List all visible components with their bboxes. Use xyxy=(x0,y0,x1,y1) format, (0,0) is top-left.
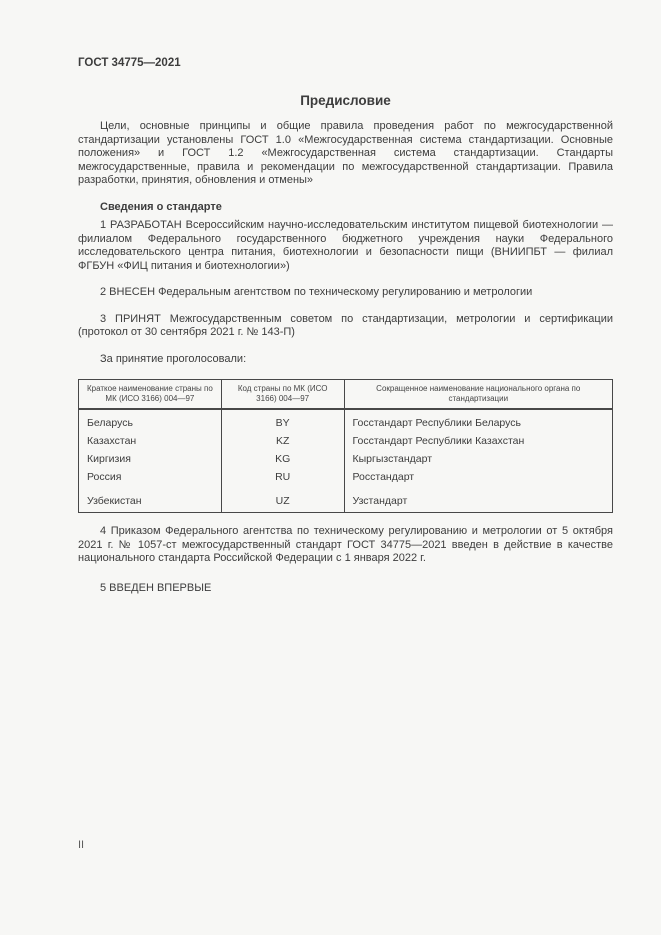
foreword-item-2: 2 ВНЕСЕН Федеральным агентством по техническому регулированию и метрологии xyxy=(100,286,533,298)
foreword-item-4: 4 Приказом Федерального агентства по техническому регулированию и метрологии от 5 октября 2021 г. № 1057-ст межгосударственный стандарт ГОСТ 34775—2021 введен в действие в качестве национального стандарта Российской Федерации с 1 января 2022 г. xyxy=(78,525,613,564)
cell-country: Киргизия xyxy=(79,450,222,468)
vote-table xyxy=(78,379,613,513)
vote-table-header-country: Краткое наименование страны по МК (ИСО 3166) 004—97 xyxy=(79,380,222,410)
cell-org: Госстандарт Республики Беларусь xyxy=(344,409,612,432)
vote-line: За принятие проголосовали: xyxy=(100,352,247,365)
foreword-intro: Цели, основные принципы и общие правила проведения работ по межгосударственной стандартизации установлены ГОСТ 1.0 «Межгосударственная система стандартизации. Основные положения» и ГОСТ 1.2 «Межгосударственная система стандартизации. Стандарты межгосударственные, правила и рекомендации по межгосударственной стандартизации. Правила разработки, принятия, обновления и отмены» xyxy=(78,120,613,186)
foreword-item-5: 5 ВВЕДЕН ВПЕРВЫЕ xyxy=(100,581,212,594)
table-row xyxy=(79,432,613,450)
cell-code: RU xyxy=(221,468,344,486)
foreword-item-3: 3 ПРИНЯТ Межгосударственным советом по стандартизации, метрологии и сертификации (протокол от 30 сентября 2021 г. № 143-П) xyxy=(78,312,613,338)
vote-table-header-body: Сокращенное наименование национального органа по стандартизации xyxy=(344,380,612,410)
table-row xyxy=(79,409,613,432)
cell-code: KG xyxy=(221,450,344,468)
cell-country: Узбекистан xyxy=(79,486,222,513)
cell-org: Росстандарт xyxy=(344,468,612,486)
cell-code: UZ xyxy=(221,486,344,513)
cell-country: Казахстан xyxy=(79,432,222,450)
cell-code: BY xyxy=(221,409,344,432)
vote-table-header-code: Код страны по МК (ИСО 3166) 004—97 xyxy=(221,380,344,410)
table-row xyxy=(79,468,613,486)
cell-code: KZ xyxy=(221,432,344,450)
doc-number: ГОСТ 34775—2021 xyxy=(78,57,181,69)
cell-country: Россия xyxy=(79,468,222,486)
cell-country: Беларусь xyxy=(79,409,222,432)
table-row xyxy=(79,486,613,513)
section-heading-info: Сведения о стандарте xyxy=(100,200,222,213)
cell-org: Узстандарт xyxy=(344,486,612,513)
table-row xyxy=(79,450,613,468)
page-number: II xyxy=(78,839,85,851)
foreword-item-1: 1 РАЗРАБОТАН Всероссийским научно-исследовательским институтом пищевой биотехнологии — филиалом Федерального государственного бюджетного учреждения науки Федерального исследовательского центра питания, биотехнологии и безопасности пищи (ВНИИПБТ — филиал ФГБУН «ФИЦ питания и биотехнологии») xyxy=(78,219,613,272)
cell-org: Кыргызстандарт xyxy=(344,450,612,468)
page-title: Предисловие xyxy=(300,92,391,108)
vote-table-header xyxy=(79,380,613,410)
cell-org: Госстандарт Республики Казахстан xyxy=(344,432,612,450)
